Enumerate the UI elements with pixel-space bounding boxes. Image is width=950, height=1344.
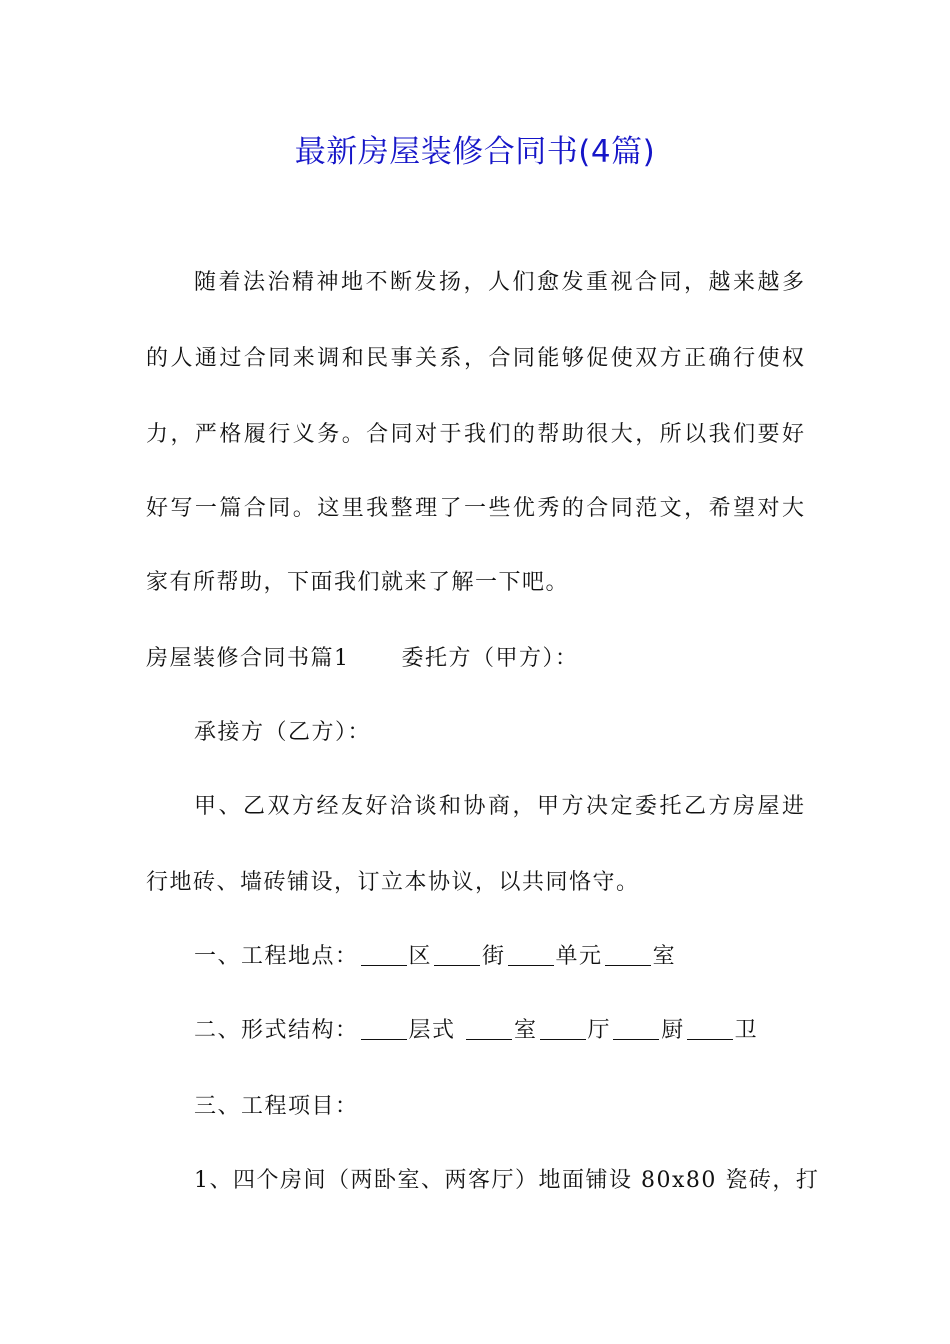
intro-line-1: 随着法治精神地不断发扬，人们愈发重视合同，越来越多 <box>194 270 804 295</box>
document-title: 最新房屋装修合同书(4篇) <box>294 134 656 170</box>
location-room: 室 <box>652 944 677 969</box>
blank-field <box>605 945 651 966</box>
location-district: 区 <box>408 944 433 969</box>
item-structure-label: 二、形式结构： <box>194 1018 359 1043</box>
blank-field <box>434 945 480 966</box>
structure-halls: 厅 <box>587 1018 612 1043</box>
structure-rooms: 室 <box>514 1018 538 1043</box>
agreement-line-1: 甲、乙双方经友好洽谈和协商，甲方决定委托乙方房屋进 <box>194 794 804 819</box>
party-b-label: 承接方（乙方）： <box>194 720 372 745</box>
party-a-label: 委托方（甲方）： <box>401 646 579 671</box>
blank-field <box>466 1019 512 1040</box>
blank-field <box>508 945 554 966</box>
intro-line-5: 家有所帮助，下面我们就来了解一下吧。 <box>146 570 570 595</box>
section-heading-row <box>146 644 579 674</box>
blank-field <box>361 1019 407 1040</box>
agreement-line-2: 行地砖、墙砖铺设，订立本协议，以共同恪守。 <box>146 870 640 895</box>
structure-kitchens: 厨 <box>661 1018 685 1043</box>
intro-line-3: 力，严格履行义务。合同对于我们的帮助很大，所以我们要好 <box>146 422 804 447</box>
item-location-label: 一、工程地点： <box>194 944 359 969</box>
section-heading: 房屋装修合同书篇1 <box>146 646 350 671</box>
location-street: 街 <box>482 944 506 969</box>
blank-field <box>687 1019 733 1040</box>
intro-line-2: 的人通过合同来调和民事关系，合同能够促使双方正确行使权 <box>146 346 804 371</box>
structure-bathrooms: 卫 <box>734 1018 759 1043</box>
item-project: 三、工程项目： <box>194 1094 359 1119</box>
location-unit: 单元 <box>555 944 603 969</box>
blank-field <box>613 1019 659 1040</box>
intro-line-4: 好写一篇合同。这里我整理了一些优秀的合同范文，希望对大 <box>146 496 804 521</box>
structure-floors: 层式 <box>408 1018 456 1043</box>
blank-field <box>540 1019 586 1040</box>
item-location <box>194 942 676 972</box>
item-structure <box>194 1016 758 1046</box>
blank-field <box>361 945 407 966</box>
item-project-1: 1、四个房间（两卧室、两客厅）地面铺设 80x80 瓷砖，打 <box>194 1168 820 1193</box>
